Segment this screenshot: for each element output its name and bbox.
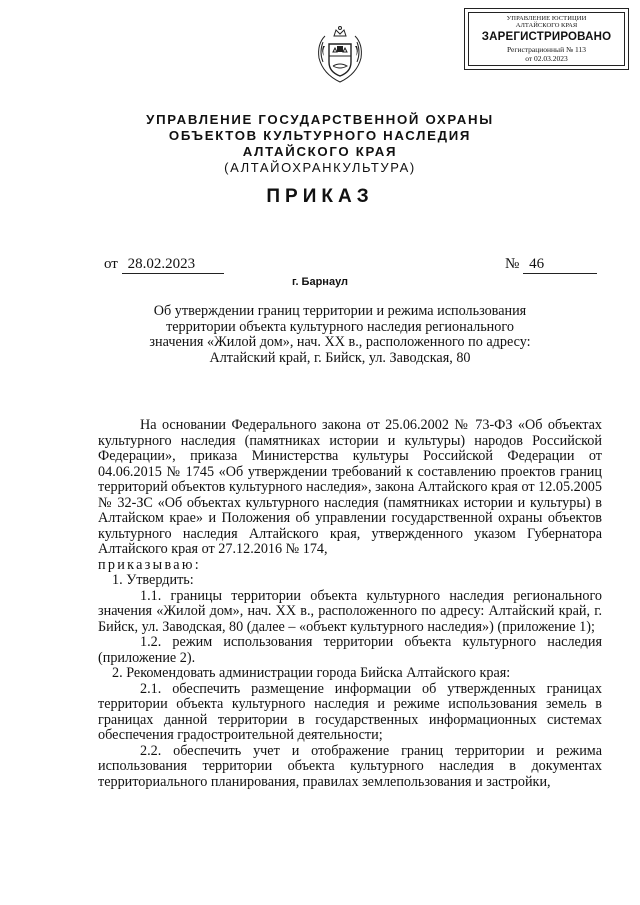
number-prefix: № xyxy=(505,256,520,272)
document-type-title: ПРИКАЗ xyxy=(266,186,374,207)
preamble-paragraph: На основании Федерального закона от 25.06.2002 № 73-ФЗ «Об объектах культурного наследия (памятниках истории и культуры) народов Российской Федерации», приказа Министерства культуры Российской Федерации от 04.06.2015 № 1745 «Об утверждении требований к составлению проектов границ территорий объектов культурного наследия», закона Алтайского края от 12.05.2005 № 32-ЗС «Об объектах культурного наследия (памятниках истории и культуры) в Алтайском крае» и Положения об управлении государственной охраны объектов культурного наследия Алтайского края, утвержденного указом Губернатора Алтайского края от 27.12.2016 № 174, xyxy=(98,417,602,557)
stamp-authority-line2: АЛТАЙСКОГО КРАЯ xyxy=(515,22,578,29)
document-body xyxy=(98,418,602,790)
clause-1-1: 1.1. границы территории объекта культурного наследия регионального значения «Жилой дом», нач. XX в., расположенного по адресу: Алтайский край, г. Бийск, ул. Заводская, 80 (далее – «объект культурного наследия») (приложение 1); xyxy=(98,587,602,635)
subject-line: значения «Жилой дом», нач. XX в., расположенного по адресу: xyxy=(149,334,531,350)
subject-line: Об утверждении границ территории и режима использования xyxy=(153,303,527,319)
date-field xyxy=(104,256,224,274)
org-line-2: ОБЪЕКТОВ КУЛЬТУРНОГО НАСЛЕДИЯ xyxy=(168,128,472,143)
date-prefix: от xyxy=(104,256,118,272)
date-value: 28.02.2023 xyxy=(122,256,224,274)
clause-2: 2. Рекомендовать администрации города Бийска Алтайского края: xyxy=(112,665,511,681)
org-line-1: УПРАВЛЕНИЕ ГОСУДАРСТВЕННОЙ ОХРАНЫ xyxy=(146,112,494,127)
clause-2-1: 2.1. обеспечить размещение информации об утвержденных границах территории объекта культурного наследия и режиме использования земель в границах данной территории в государственных информационных системах обеспечения градостроительной деятельности; xyxy=(98,680,602,743)
org-abbreviation: (АЛТАЙОХРАНКУЛЬТУРА) xyxy=(224,160,416,175)
stamp-reg-number: Регистрационный № 113 xyxy=(506,45,586,54)
clause-1-2: 1.2. режим использования территории объекта культурного наследия (приложение 2). xyxy=(98,634,602,666)
stamp-frame xyxy=(468,12,625,66)
number-field xyxy=(505,256,597,274)
clause-1: 1. Утвердить: xyxy=(112,572,194,588)
coat-of-arms-icon xyxy=(315,22,365,86)
subject-line: Алтайский край, г. Бийск, ул. Заводская, 80 xyxy=(209,349,471,366)
order-word: приказываю: xyxy=(98,556,202,573)
stamp-authority-line1: УПРАВЛЕНИЕ ЮСТИЦИИ xyxy=(506,15,587,22)
organization-header xyxy=(0,112,640,176)
org-line-3: АЛТАЙСКОГО КРАЯ xyxy=(242,144,398,159)
city: г. Барнаул xyxy=(291,276,349,288)
number-value: 46 xyxy=(523,256,597,274)
stamp-reg-date: от 02.03.2023 xyxy=(525,54,568,63)
subject-line: территории объекта культурного наследия регионального xyxy=(166,318,514,335)
registration-stamp xyxy=(464,8,629,70)
stamp-status: ЗАРЕГИСТРИРОВАНО xyxy=(481,31,612,43)
clause-2-2: 2.2. обеспечить учет и отображение границ территории и режима использования территории объекта культурного наследия в документах территориального планирования, правилах землепользования и застройки, xyxy=(98,742,602,790)
document-subject xyxy=(110,304,570,366)
